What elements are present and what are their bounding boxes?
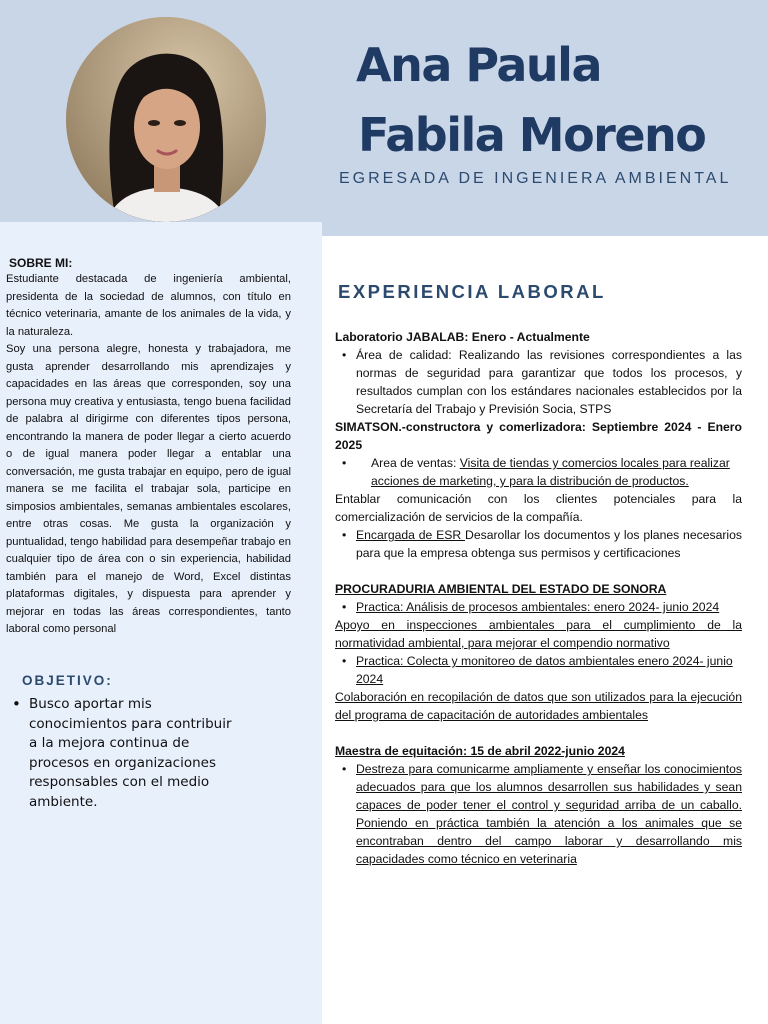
profile-photo: [66, 17, 266, 222]
name-last: Fabila Moreno: [358, 108, 706, 162]
job-title-equitacion: Maestra de equitación: 15 de abril 2022-junio 2024: [335, 744, 625, 758]
job-title-procuraduria: PROCURADURIA AMBIENTAL DEL ESTADO DE SONORA: [335, 582, 667, 596]
job-list-procuraduria-1: [335, 598, 742, 616]
job-paragraph-inspecciones: Apoyo en inspecciones ambientales para el cumplimiento de la normatividad ambiental, para mejorar el compendio normativo: [335, 618, 742, 650]
experience-heading: EXPERIENCIA LABORAL: [338, 281, 606, 302]
job-title-simatson: SIMATSON.-constructora y comerlizadora: Septiembre 2024 - Enero 2025: [335, 420, 742, 452]
sales-label: Area de ventas:: [371, 456, 460, 470]
job-list-procuraduria-2: [335, 652, 742, 688]
about-paragraph-1: Estudiante destacada de ingeniería ambiental, presidenta de la sociedad de alumnos, con título en técnico veterinaria, amante de los animales de la vida, y la naturaleza.: [6, 273, 291, 338]
job-paragraph-colaboracion: Colaboración en recopilación de datos que son utilizados para la ejecución del programa de capacitación de autoridades ambientales: [335, 690, 742, 722]
job-list-equitacion: [335, 760, 742, 868]
job-title-jabalab: Laboratorio JABALAB: Enero - Actualmente: [335, 330, 590, 344]
about-section: [6, 256, 291, 639]
esr-label: Encargada de ESR: [356, 528, 466, 542]
about-paragraph-2: Soy una persona alegre, honesta y trabajadora, me gusta aprender desarrollando mis aprendizajes y capacidades en las áreas que corresponden, soy una persona muy creativa y entusiasta, tengo buena facilidad de palabra al dirigirme con diferentes tipos persona, encontrando la manera de poder llegar a cierto acuerdo o de igual manera poder llegar a entablar una conversación, me gusta trabajar en equipo, pero de igual manera se me facilita el trabajar sola, participe en simposios ambientales, semanas ambientales escolares, entre otras cosas. Me gusta la organización y puntualidad, tengo habilidad para desempeñar trabajo en cualquier tipo de área con o sin experiencia, habilidad también para el manejo de Word, Excel distintas plataformas digitales, y dispuesta para aprender y mejorar en todas las áreas correspondientes, tanto laboral como personal: [6, 343, 291, 635]
job-bullet-jabalab: • Área de calidad: Realizando las revisiones correspondientes a las normas de seguridad para garantizar que todos los procesos, y resultados cumplan con los estándares nacionales establecidos por la Secretaría del Trabajo y Previsión Socia, STPS: [335, 346, 742, 418]
job-list-simatson: [335, 454, 742, 490]
name-first: Ana Paula: [356, 38, 601, 92]
esr-text: Desarollar los documentos y los planes necesarios para que la empresa obtenga sus permisos y certificaciones: [356, 528, 742, 560]
objective-list: [12, 695, 242, 812]
job-list-esr: [335, 526, 742, 562]
spacer: [335, 562, 742, 580]
objective-item: • Busco aportar mis conocimientos para contribuir a la mejora continua de procesos en organizaciones responsables con el medio ambiente.: [12, 695, 242, 812]
job-paragraph-simatson: Entablar comunicación con los clientes potenciales para la comercialización de servicios de la compañía.: [335, 492, 742, 524]
sales-text: Visita de tiendas y comercios locales para realizar acciones de marketing, y para la distribución de productos.: [371, 456, 730, 488]
about-heading: SOBRE MI:: [9, 256, 73, 270]
objective-heading: OBJETIVO:: [22, 673, 113, 688]
job-bullet-esr: [335, 526, 742, 562]
job-bullet-sales: [335, 454, 742, 490]
spacer: [335, 724, 742, 742]
job-bullet-analisis: • Practica: Análisis de procesos ambientales: enero 2024- junio 2024: [335, 598, 742, 616]
experience-section: [335, 328, 742, 868]
profession-subtitle: EGRESADA DE INGENIERA AMBIENTAL: [339, 170, 732, 187]
job-list-jabalab: [335, 346, 742, 418]
job-bullet-colecta: • Practica: Colecta y monitoreo de datos ambientales enero 2024- junio 2024: [335, 652, 742, 688]
job-bullet-equitacion: • Destreza para comunicarme ampliamente y enseñar los conocimientos adecuados para que los alumnos desarrollen sus habilidades y sean capaces de poder tener el control y seguridad arriba de un caballo. Poniendo en práctica también la atención a los animales que se encontraban dentro del campo laborar y desarrollando mis capacidades como técnico en veterinaria: [335, 760, 742, 868]
